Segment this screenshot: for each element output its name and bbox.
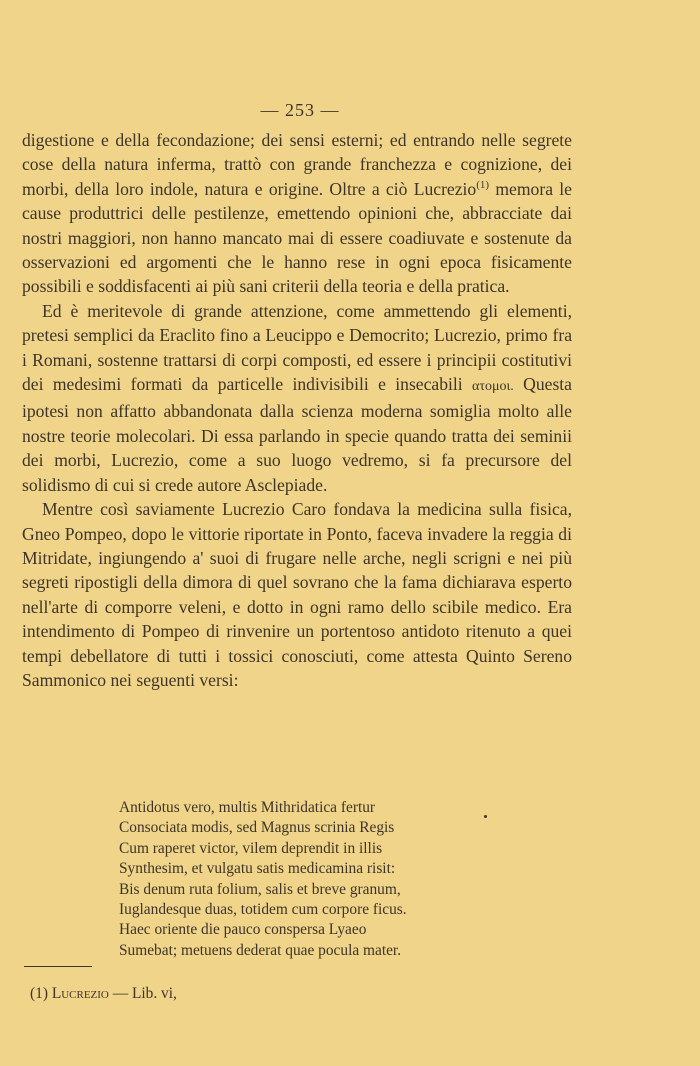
footnote	[30, 985, 177, 1003]
paragraph-1-text-b: memora le cause produttrici delle pestilenze, emettendo opinioni che, abbracciate dai nostri maggiori, non hanno mancato mai di essere coadiuvate e sostenute da osservazioni ed argomenti che le hanno rese in ogni epoca fisicamente possibili e soddisfacenti ai più sani criterii della teoria e della pratica.	[22, 178, 572, 297]
paragraph-1	[22, 128, 572, 299]
body-text	[22, 128, 572, 692]
footnote-divider	[24, 966, 92, 967]
paragraph-2-text-b: Questa ipotesi non affatto abbandonata dalla scienza moderna somiglia molto alle nostre teorie molecolari. Di essa parlando in specie quando tratta dei seminii dei morbi, Lucrezio, come a suo luogo vedremo, si fa precursore del solidismo di cui si crede autore Asclepiade.	[22, 374, 572, 495]
greek-word: ατομοι.	[472, 379, 514, 395]
verse-line: Cum raperet victor, vilem deprendit in illis	[119, 839, 383, 857]
latin-verse	[119, 798, 499, 961]
print-speck	[484, 815, 487, 818]
paragraph-3-text: Mentre così saviamente Lucrezio Caro fondava la medicina sulla fisica, Gneo Pompeo, dopo le vittorie riportate in Ponto, faceva invadere la reggia di Mitridate, ingiungendo a' suoi di frugare nelle arche, negli scrigni e nei più segreti ripostigli della dimora di quel sovrano che la fama dichiarava esperto nell'arte di comporre veleni, e dotto in ogni ramo dello scibile medico. Era intendimento di Pompeo di rinvenire un portentoso antidoto ritenuto a quei tempi debellatore di tutti i tossici conosciuti, come attesta Quinto Sereno Sammonico nei seguenti versi:	[22, 499, 572, 690]
paragraph-1-text-a: digestione e della fecondazione; dei sensi esterni; ed entrando nelle segrete cose della natura inferma, trattò con grande franchezza e cognizione, dei morbi, della loro indole, natura e origine. Oltre a ciò Lucrezio	[22, 130, 572, 199]
page-number: — 253 —	[260, 100, 340, 120]
footnote-reference-text: — Lib. vi,	[112, 985, 177, 1002]
footnote-author: Lucrezio	[51, 985, 109, 1002]
paragraph-2	[22, 299, 572, 497]
footnote-reference: (1)	[476, 178, 490, 191]
verse-line: Sumebat; metuens dederat quae pocula mater.	[119, 941, 402, 959]
verse-line: Iuglandesque duas, totidem cum corpore ficus.	[119, 901, 407, 919]
paragraph-2-text-a: Ed è meritevole di grande attenzione, come ammettendo gli elementi, pretesi semplici da Eraclito fino a Leucippo e Democrito; Lucrezio, primo fra i Romani, sostenne trattarsi di corpi composti, ed essere i principii costitutivi dei medesimi formati da particelle indivisibili e insecabili	[22, 300, 572, 395]
paragraph-3	[22, 497, 572, 692]
footnote-marker: (1)	[30, 985, 48, 1002]
verse-line: Bis denum ruta folium, salis et breve granum,	[119, 880, 401, 898]
verse-line: Antidotus vero, multis Mithridatica fertur	[119, 799, 376, 816]
verse-line: Synthesim, et vulgatu satis medicamina risit:	[119, 860, 396, 878]
verse-line: Haec oriente die pauco conspersa Lyaeo	[119, 921, 367, 939]
verse-line: Consociata modis, sed Magnus scrinia Regis	[119, 819, 395, 837]
